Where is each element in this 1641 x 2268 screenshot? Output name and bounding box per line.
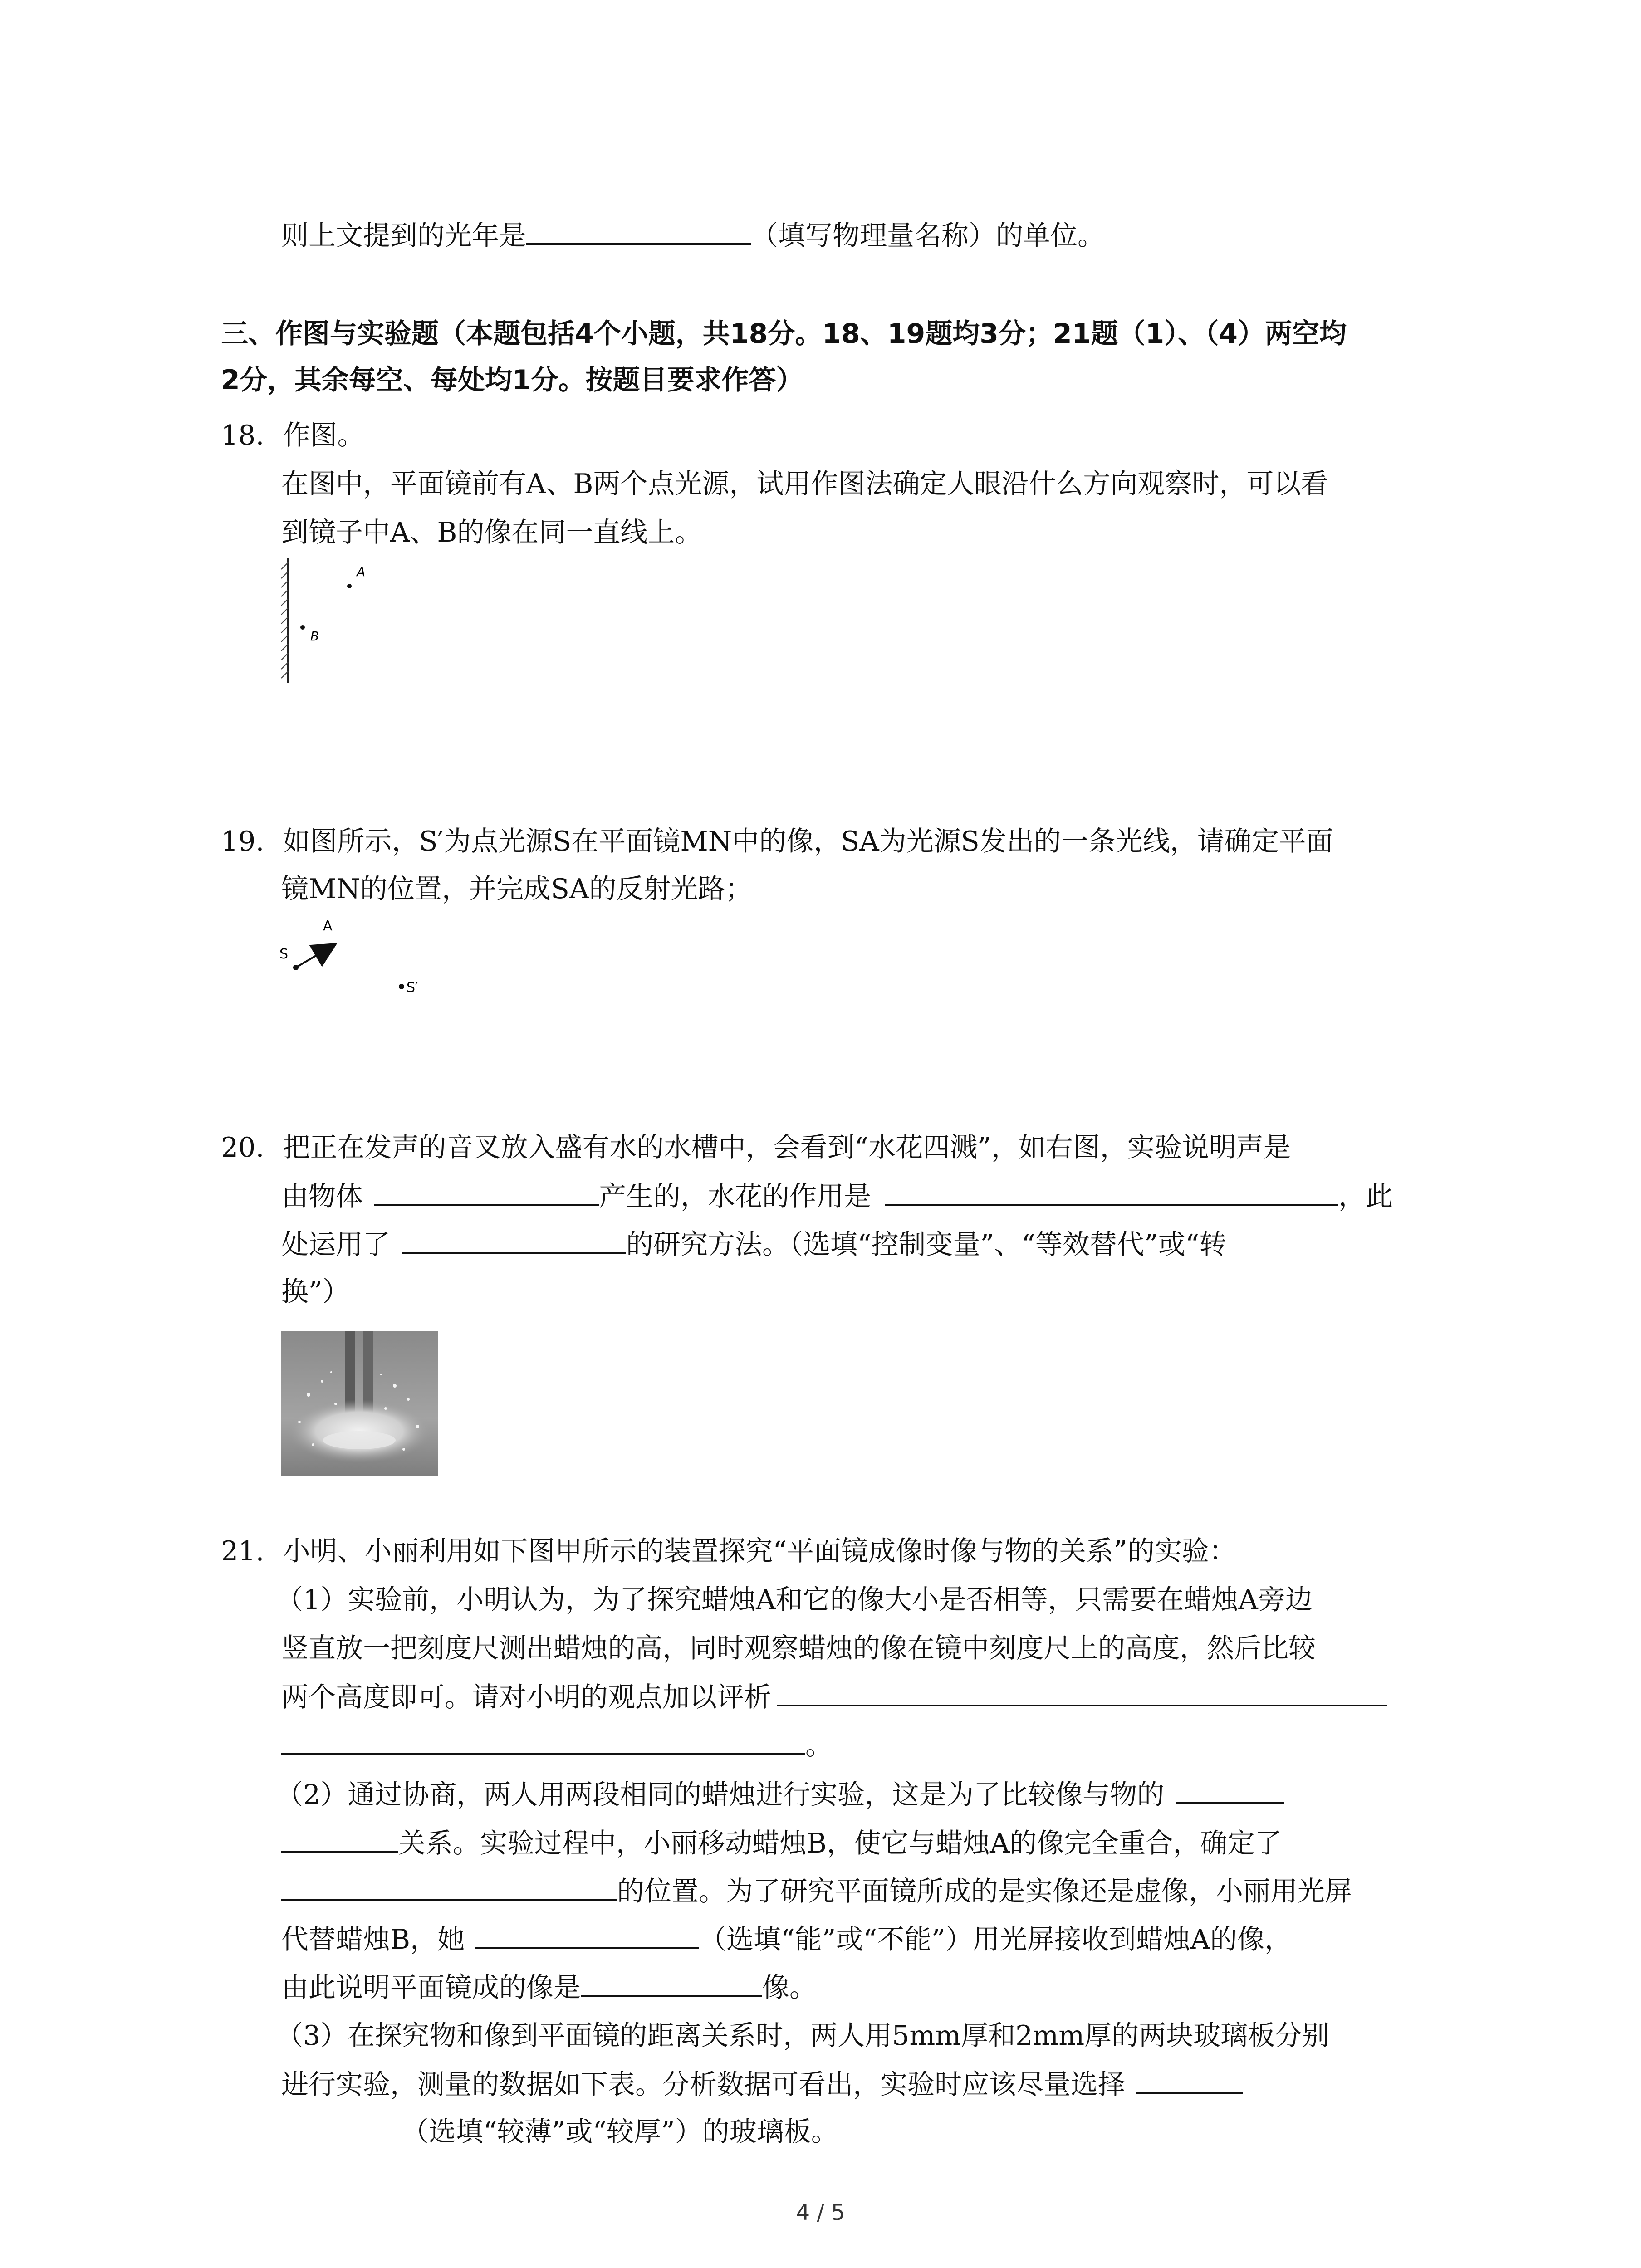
question-number: 20.	[221, 1132, 265, 1163]
q18-title-line	[221, 417, 365, 454]
text: 两个高度即可。请对小明的观点加以评析	[281, 1681, 771, 1713]
answer-blank[interactable]	[1176, 1776, 1284, 1804]
text: 。	[805, 1730, 833, 1761]
section-heading-cont: 2分，其余每空、每处均1分。按题目要求作答）	[221, 364, 803, 396]
question-number: 18.	[221, 420, 265, 451]
q21-p2-line-3	[281, 1872, 1352, 1910]
q21-p3-line-2	[281, 2066, 1243, 2103]
tuning-fork-photo	[281, 1331, 438, 1476]
point-s-prime	[399, 984, 404, 989]
text: 则上文提到的光年是	[281, 220, 526, 252]
text: （填写物理量名称）的单位。	[751, 220, 1105, 252]
answer-blank[interactable]	[402, 1226, 626, 1254]
answer-blank[interactable]	[281, 1824, 398, 1853]
q21-p3-line-3: （选填“较薄”或“较厚”）的玻璃板。	[402, 2116, 838, 2148]
q20-line-2	[281, 1178, 1393, 1215]
question-number: 19.	[221, 826, 265, 857]
label-s: S	[279, 946, 289, 962]
text: 由物体	[281, 1181, 363, 1212]
text: ，此	[1338, 1181, 1393, 1212]
q21-p2-line-5	[281, 1969, 817, 2006]
q21-p1-line-4	[281, 1726, 833, 1764]
question-text: 小明、小丽利用如下图甲所示的装置探究“平面镜成像时像与物的关系”的实验：	[283, 1535, 1236, 1567]
splash-core	[323, 1431, 396, 1449]
text: （选填“能”或“不能”）用光屏接收到蜡烛A的像，	[699, 1924, 1292, 1955]
answer-blank[interactable]	[1136, 2066, 1243, 2094]
text: 进行实验，测量的数据如下表。分析数据可看出，实验时应该尽量选择	[281, 2069, 1125, 2101]
label-a: A	[357, 564, 366, 579]
text: 产生的，水花的作用是	[599, 1181, 871, 1212]
q18-text-1: 在图中，平面镜前有A、B两个点光源，试用作图法确定人眼沿什么方向观察时，可以看	[281, 468, 1328, 500]
answer-blank[interactable]	[281, 1872, 617, 1901]
q20-line-3	[281, 1226, 1226, 1263]
text: 像。	[762, 1972, 817, 2004]
carryover-line	[281, 217, 1105, 254]
label-a: A	[323, 918, 333, 934]
section-heading: 三、作图与实验题（本题包括4个小题，共18分。18、19题均3分；21题（1）、（4）两空均	[221, 318, 1347, 350]
q21-p3-line-1: （3）在探究物和像到平面镜的距离关系时，两人用5mm厚和2mm厚的两块玻璃板分别	[276, 2020, 1330, 2052]
point-b	[300, 625, 305, 630]
text: 关系。实验过程中，小丽移动蜡烛B，使它与蜡烛A的像完全重合，确定了	[398, 1828, 1282, 1859]
q21-p1-line-3	[281, 1678, 1387, 1716]
question-number: 21.	[221, 1535, 265, 1567]
text: 代替蜡烛B，她	[281, 1924, 465, 1955]
text: 的研究方法。（选填“控制变量”、“等效替代”或“转	[626, 1229, 1227, 1261]
q19-figure	[272, 909, 436, 1005]
point-a	[347, 584, 352, 588]
q19-line-2: 镜MN的位置，并完成SA的反射光路；	[281, 873, 753, 905]
q21-p2-line-4	[281, 1921, 1292, 1958]
answer-blank[interactable]	[581, 1969, 762, 1997]
answer-blank[interactable]	[374, 1178, 599, 1206]
q20-line-4: 换”）	[281, 1276, 350, 1308]
question-title: 作图。	[283, 420, 365, 451]
q21-intro-line	[221, 1533, 1236, 1569]
ray-sa	[296, 947, 331, 968]
page-number: 4 / 5	[796, 2200, 845, 2225]
q18-mirror-figure	[277, 558, 377, 694]
text: 的位置。为了研究平面镜所成的是实像还是虚像，小丽用光屏	[617, 1876, 1352, 1907]
q20-line-1	[221, 1129, 1291, 1166]
question-text: 把正在发声的音叉放入盛有水的水槽中，会看到“水花四溅”，如右图，实验说明声是	[283, 1132, 1291, 1163]
answer-blank[interactable]	[885, 1178, 1338, 1206]
text: 处运用了	[281, 1229, 390, 1261]
q21-p1-line-1: （1）实验前，小明认为，为了探究蜡烛A和它的像大小是否相等，只需要在蜡烛A旁边	[276, 1584, 1313, 1616]
answer-blank[interactable]	[526, 217, 751, 245]
answer-blank[interactable]	[281, 1726, 805, 1755]
q18-text-2: 到镜子中A、B的像在同一直线上。	[281, 517, 702, 548]
question-text: 如图所示，S′为点光源S在平面镜MN中的像，SA为光源S发出的一条光线，请确定平面	[283, 826, 1333, 857]
q19-line-1	[221, 823, 1333, 860]
answer-blank[interactable]	[475, 1921, 699, 1949]
text: 由此说明平面镜成的像是	[281, 1972, 581, 2004]
q21-p2-line-2	[281, 1824, 1282, 1862]
label-b: B	[310, 629, 319, 644]
answer-blank[interactable]	[777, 1678, 1387, 1706]
q21-p1-line-2: 竖直放一把刻度尺测出蜡烛的高，同时观察蜡烛的像在镜中刻度尺上的高度，然后比较	[281, 1633, 1316, 1664]
q21-p2-line-1	[276, 1776, 1284, 1813]
text: （2）通过协商，两人用两段相同的蜡烛进行实验，这是为了比较像与物的	[276, 1779, 1165, 1811]
label-s-prime: S′	[407, 980, 418, 996]
